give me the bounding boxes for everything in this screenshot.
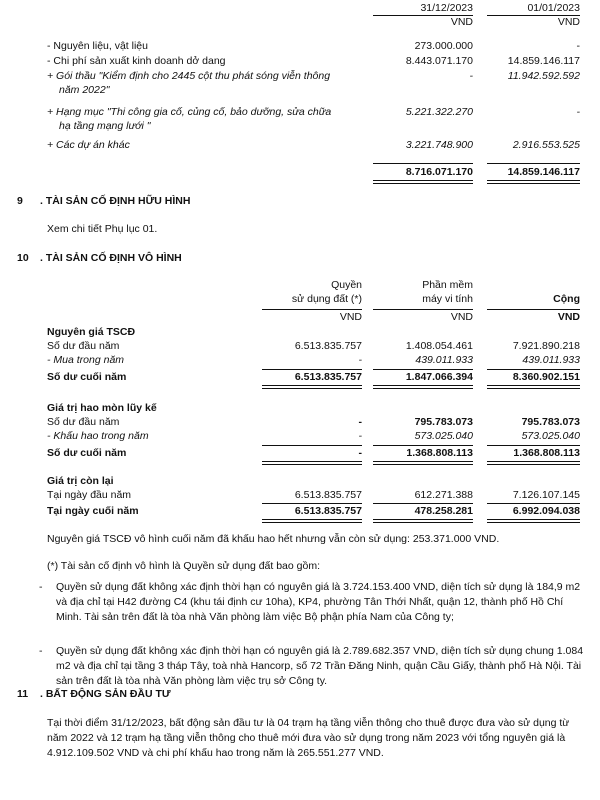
cell: 795.783.073	[414, 416, 473, 428]
note-text: (*) Tài sản cố định vô hình là Quyền sử dụng đất bao gồm:	[47, 560, 320, 572]
group-title: Giá trị còn lại	[47, 475, 114, 487]
unit-label: VND	[557, 16, 580, 28]
col-header: sử dụng đất (*)	[291, 293, 362, 305]
row-value: 8.443.071.170	[405, 55, 473, 67]
section-text: Xem chi tiết Phụ lục 01.	[47, 223, 158, 235]
group-title: Nguyên giá TSCĐ	[47, 326, 136, 338]
cell: 6.513.835.757	[294, 371, 362, 383]
row-label: Số dư cuối năm	[47, 447, 127, 459]
cell: 1.408.054.461	[405, 340, 473, 352]
cell: 7.126.107.145	[512, 489, 580, 501]
col-header-2023: 31/12/2023	[420, 2, 473, 14]
row-value: 14.859.146.117	[507, 55, 580, 67]
cell: 1.368.808.113	[513, 447, 580, 459]
row-label: Số dư đầu năm	[47, 340, 120, 352]
cell: 6.513.835.757	[294, 505, 362, 517]
bullet-text: Quyền sử dụng đất không xác định thời hạn có nguyên giá là 3.724.153.400 VND, diện tích sử dụng là 184,9 m2 và địa chỉ tại H42 đường C4 (khu tái định cư 10ha), KP4, phường Tân Thới Nhất, quận 12, thành phố Hồ Chí Minh. Tài sản trên đất là tòa nhà Văn phòng làm việc Bộ phận phía Nam của Công ty;	[56, 581, 581, 623]
unit-label: VND	[450, 16, 473, 28]
cell: -	[358, 354, 362, 366]
unit-label: VND	[339, 311, 362, 323]
cell: 478.258.281	[414, 505, 473, 517]
cell: -	[358, 416, 362, 428]
cell: 6.513.835.757	[294, 340, 362, 352]
total-value: 14.859.146.117	[507, 166, 580, 178]
cell: 612.271.388	[414, 489, 473, 501]
row-label-cont: hạ tầng mạng lưới "	[59, 120, 151, 132]
row-label: Số dư đầu năm	[47, 416, 120, 428]
cell: 6.992.094.038	[512, 505, 580, 517]
unit-label: VND	[557, 311, 580, 323]
row-label: + Hạng mục "Thi công gia cố, củng cố, bảo dưỡng, sửa chữa	[47, 106, 332, 118]
row-value: -	[576, 40, 580, 52]
section-text: Tại thời điểm 31/12/2023, bất động sản đầu tư là 04 trạm hạ tầng viễn thông cho thuê được đưa vào sử dụng từ năm 2022 và 12 trạm hạ tầng viễn thông cho thuê mới đưa vào sử dụng trong năm 2023 với tổng nguyên giá là 4.912.109.502 VND và chi phí khấu hao trong năm là 265.551.277 VND.	[47, 717, 570, 759]
row-label: - Khấu hao trong năm	[47, 430, 149, 442]
row-label: Số dư cuối năm	[47, 371, 127, 383]
row-label: + Các dự án khác	[47, 139, 130, 151]
row-value: 2.916.553.525	[512, 139, 580, 151]
cell: 8.360.902.151	[512, 371, 580, 383]
cell: 439.011.933	[415, 354, 473, 366]
bullet-text: Quyền sử dụng đất không xác định thời hạn có nguyên giá là 2.789.682.357 VND, diện tích sử dụng chung 1.084 m2 và địa chỉ tại tầng 3 tháp Tây, toà nhà Hancorp, số 72 Trần Đăng Ninh, quận Cầu Giấy, thành phố Hà Nội. Tài sản trên đất là tòa nhà Văn phòng làm việc trụ sở Công ty.	[56, 645, 584, 687]
unit-label: VND	[450, 311, 473, 323]
section-title: . TÀI SẢN CỐ ĐỊNH VÔ HÌNH	[40, 252, 182, 264]
cell: 439.011.933	[522, 354, 580, 366]
section-title: . BẤT ĐỘNG SẢN ĐẦU TƯ	[40, 688, 171, 700]
cell: -	[358, 447, 362, 459]
row-value: -	[469, 70, 473, 82]
row-label: - Nguyên liệu, vật liệu	[47, 40, 148, 52]
row-label: Tại ngày cuối năm	[47, 505, 139, 517]
cell: 7.921.890.218	[512, 340, 580, 352]
row-value: 273.000.000	[414, 40, 473, 52]
col-header: Cộng	[553, 293, 580, 305]
cell: -	[358, 430, 362, 442]
row-label: - Chi phí sản xuất kinh doanh dở dang	[47, 55, 226, 67]
section-number: 11	[17, 688, 29, 700]
cell: 6.513.835.757	[294, 489, 362, 501]
total-value: 8.716.071.170	[405, 166, 473, 178]
col-header: Quyền	[331, 279, 362, 291]
cell: 1.368.808.113	[406, 447, 473, 459]
bullet-dash: -	[39, 645, 43, 657]
section-number: 10	[17, 252, 29, 264]
row-value: 3.221.748.900	[405, 139, 473, 151]
row-label-cont: năm 2022"	[59, 84, 110, 96]
bullet-dash: -	[39, 581, 43, 593]
row-value: 11.942.592.592	[507, 70, 580, 82]
section-number: 9	[17, 195, 23, 207]
cell: 573.025.040	[521, 430, 580, 442]
col-header: Phần mềm	[422, 279, 473, 291]
section-title: . TÀI SẢN CỐ ĐỊNH HỮU HÌNH	[40, 195, 191, 207]
cell: 573.025.040	[414, 430, 473, 442]
row-label: + Gói thầu "Kiểm định cho 2445 cột thu phát sóng viễn thông	[47, 70, 331, 82]
row-label: - Mua trong năm	[47, 354, 125, 366]
col-header: máy vi tính	[422, 293, 473, 305]
row-label: Tại ngày đầu năm	[47, 489, 132, 501]
col-header-2022: 01/01/2023	[527, 2, 580, 14]
note-text: Nguyên giá TSCĐ vô hình cuối năm đã khấu hao hết nhưng vẫn còn sử dụng: 253.371.000 VND.	[47, 533, 500, 545]
cell: 795.783.073	[521, 416, 580, 428]
cell: 1.847.066.394	[405, 371, 473, 383]
row-value: -	[576, 106, 580, 118]
group-title: Giá trị hao mòn lũy kế	[47, 402, 157, 414]
row-value: 5.221.322.270	[405, 106, 473, 118]
